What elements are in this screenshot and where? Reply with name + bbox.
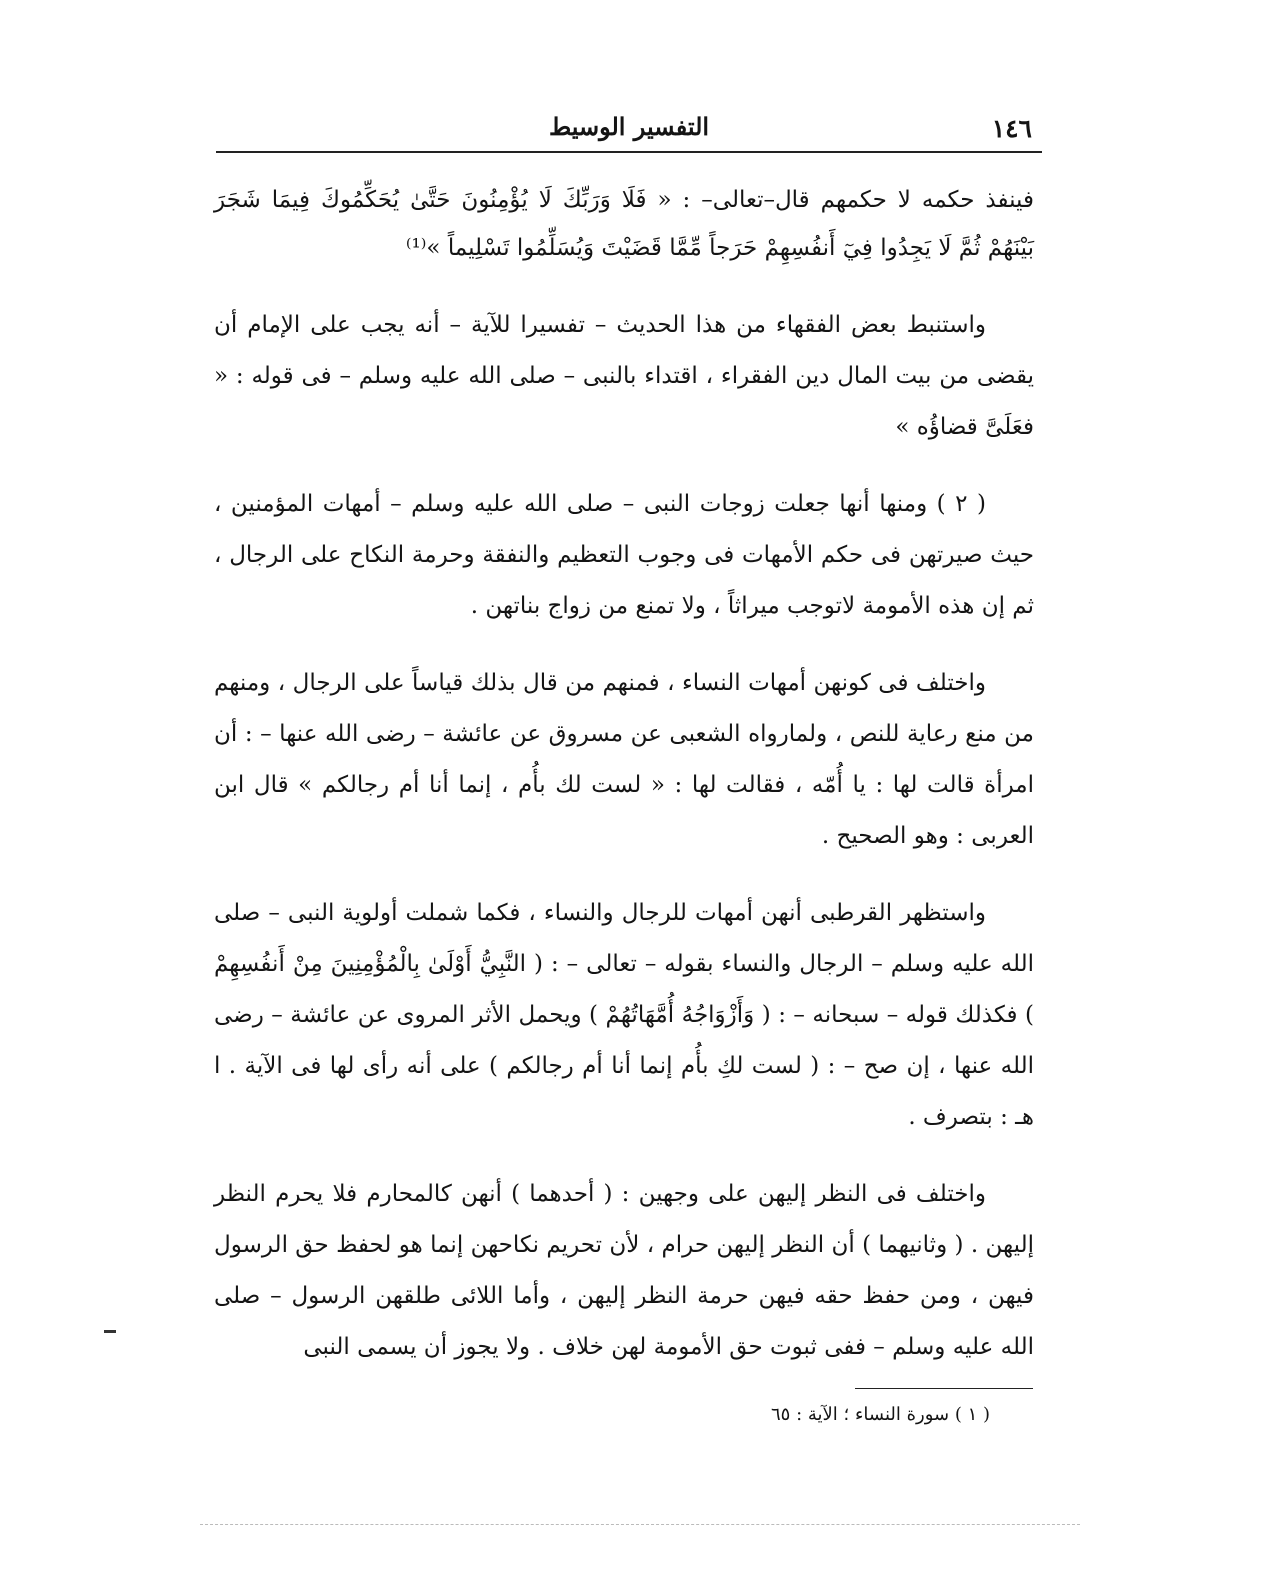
running-title: التفسير الوسيط bbox=[548, 112, 710, 141]
paragraph: واستنبط بعض الفقهاء من هذا الحديث – تفسيرا للآية – أنه يجب على الإمام أن يقضى من بيت المال دين الفقراء ، اقتداء بالنبى – صلى الله عليه وسلم – فى قوله : « فعَلَىَّ قضاؤُه » bbox=[214, 312, 1034, 440]
paragraph: واختلف فى النظر إليهن على وجهين : ( أحدهما ) أنهن كالمحارم فلا يحرم النظر إليهن . ( وثانيهما ) أن النظر إليهن حرام ، لأن تحريم نكاحهن إنما هو لحفظ حق الرسول فيهن ، ومن حفظ حقه فيهن حرمة النظر إليهن ، وأما اللائى طلقهن الرسول – صلى الله عليه وسلم – ففى ثبوت حق الأمومة لهن خلاف . ولا يجوز أن يسمى النبى bbox=[214, 1181, 1034, 1360]
paragraph: واختلف فى كونهن أمهات النساء ، فمنهم من قال بذلك قياساً على الرجال ، ومنهم من منع رعاية للنص ، ولمارواه الشعبى عن مسروق عن عائشة – رضى الله عنها – : أن امرأة قالت لها : يا أُمّه ، فقالت لها : « لست لك بأُم ، إنما أنا أم رجالكم » قال ابن العربى : وهو الصحيح . bbox=[214, 670, 1034, 849]
page-number: ١٤٦ bbox=[991, 114, 1032, 143]
page-header bbox=[216, 108, 1042, 154]
footnote-divider bbox=[855, 1388, 1033, 1389]
body-text bbox=[214, 176, 1034, 1373]
scan-edge-line bbox=[200, 1524, 1080, 1525]
paragraph: ( ٢ ) ومنها أنها جعلت زوجات النبى – صلى الله عليه وسلم – أمهات المؤمنين ، حيث صيرتهن فى حكم الأمهات فى وجوب التعظيم والنفقة وحرمة النكاح على الرجال ، ثم إن هذه الأمومة لاتوجب ميراثاً ، ولا تمنع من زواج بناتهن . bbox=[214, 491, 1034, 619]
paragraph-verse: فينفذ حكمه لا حكمهم قال–تعالى– : « فَلَا وَرَبِّكَ لَا يُؤْمِنُونَ حَتَّىٰ يُحَكِّمُوكَ فِيمَا شَجَرَ بَيْنَهُمْ ثُمَّ لَا يَجِدُوا فِيٓ أَنفُسِهِمْ حَرَجاً مِّمَّا قَضَيْتَ وَيُسَلِّمُوا تَسْلِيماً »⁽¹⁾ bbox=[214, 187, 1034, 261]
scan-mark bbox=[104, 1330, 116, 1333]
header-divider bbox=[216, 151, 1042, 153]
paragraph: واستظهر القرطبى أنهن أمهات للرجال والنساء ، فكما شملت أولوية النبى – صلى الله عليه وسلم – الرجال والنساء بقوله – تعالى – : ( النَّبِيُّ أَوْلَىٰ بِالْمُؤْمِنِينَ مِنْ أَنفُسِهِمْ ) فكذلك قوله – سبحانه – : ( وَأَزْوَاجُهُ أُمَّهَاتُهُمْ ) ويحمل الأثر المروى عن عائشة – رضى الله عنها ، إن صح – : ( لست لكِ بأُم إنما أنا أم رجالكم ) على أنه رأى لها فى الآية . ا هـ : بتصرف . bbox=[214, 900, 1034, 1130]
footnote: ( ١ ) سورة النساء ؛ الآية : ٦٥ bbox=[771, 1404, 990, 1425]
